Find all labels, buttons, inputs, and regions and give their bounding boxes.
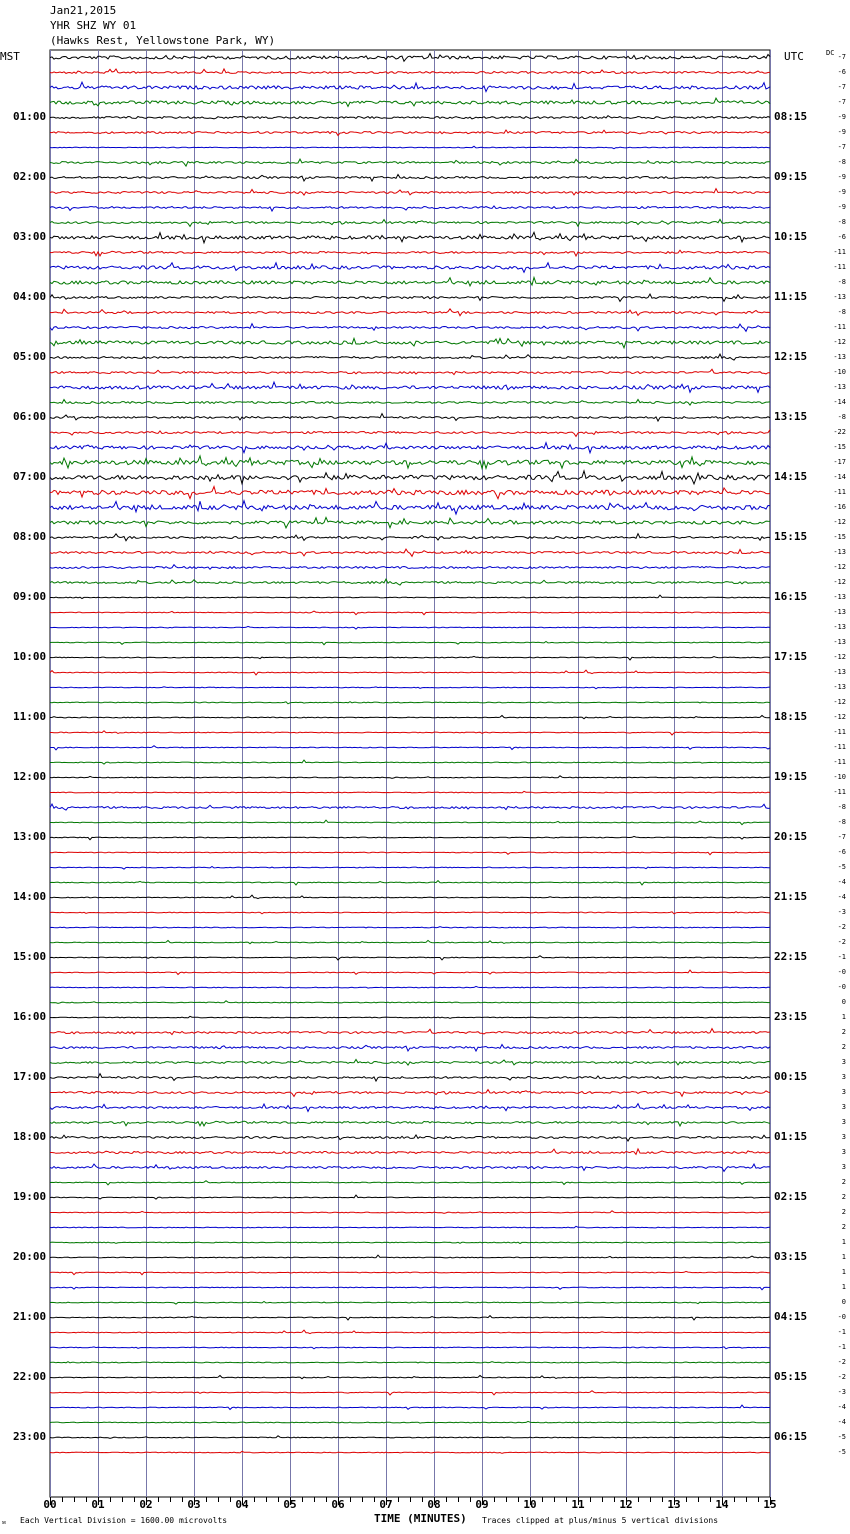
mst-hour-label: 01:00 <box>13 109 47 123</box>
mst-hour-label: 11:00 <box>13 709 47 723</box>
utc-hour-label: 15:15 <box>774 529 808 543</box>
seismic-trace <box>50 1451 770 1453</box>
utc-hour-label: 10:15 <box>774 229 808 243</box>
dc-offset-value: -13 <box>833 292 846 301</box>
mst-hour-label: 07:00 <box>13 469 47 483</box>
dc-offset-value: -8 <box>837 817 846 826</box>
dc-offset-value: -9 <box>837 127 846 136</box>
seismic-trace <box>50 776 770 779</box>
utc-hour-label: 00:15 <box>774 1069 808 1083</box>
dc-offset-value: 3 <box>841 1132 846 1141</box>
seismic-trace <box>50 670 770 675</box>
dc-offset-value: -1 <box>837 1327 846 1336</box>
dc-offset-value: -16 <box>833 502 846 511</box>
utc-hour-label: 06:15 <box>774 1429 808 1443</box>
dc-offset-value: -10 <box>833 367 846 376</box>
mst-hour-label: 04:00 <box>13 289 47 303</box>
utc-hour-label: 11:15 <box>774 289 808 303</box>
utc-hour-label: 17:15 <box>774 649 808 663</box>
mst-hour-label: 17:00 <box>13 1069 47 1083</box>
dc-offset-value: -12 <box>833 652 846 661</box>
dc-offset-value: -11 <box>833 727 846 736</box>
dc-offset-value: 1 <box>841 1267 846 1276</box>
mst-hour-label: 13:00 <box>13 829 47 843</box>
seismic-trace <box>50 1271 770 1274</box>
utc-hour-label: 16:15 <box>774 589 808 603</box>
mst-hour-label: 23:00 <box>13 1429 47 1443</box>
dc-offset-value: -13 <box>833 607 846 616</box>
seismic-trace <box>50 731 770 735</box>
dc-offset-value: -4 <box>837 1402 846 1411</box>
seismic-trace <box>50 715 770 718</box>
seismic-trace <box>50 189 770 196</box>
seismic-trace <box>50 1242 770 1243</box>
x-tick-label: 08 <box>427 1498 441 1511</box>
seismic-trace <box>50 626 770 629</box>
dc-offset-value: 1 <box>841 1282 846 1291</box>
dc-offset-value: -10 <box>833 772 846 781</box>
dc-offset-value: -6 <box>837 67 846 76</box>
seismic-trace <box>50 534 770 541</box>
dc-offset-value: -4 <box>837 892 846 901</box>
mst-hour-label: 08:00 <box>13 529 47 543</box>
dc-offset-value: -5 <box>837 862 846 871</box>
seismic-trace <box>50 175 770 182</box>
dc-offset-value: -6 <box>837 232 846 241</box>
dc-offset-value: -11 <box>833 262 846 271</box>
seismic-trace <box>50 1090 770 1097</box>
dc-offset-value: -3 <box>837 907 846 916</box>
seismic-trace <box>50 382 770 392</box>
dc-offset-value: -2 <box>837 937 846 946</box>
mst-hour-label: 18:00 <box>13 1129 47 1143</box>
seismic-trace <box>50 611 770 615</box>
seismic-trace <box>50 82 770 91</box>
seismic-trace <box>50 852 770 855</box>
x-tick-label: 07 <box>379 1498 393 1511</box>
seismic-trace <box>50 1060 770 1066</box>
seismic-trace <box>50 146 770 148</box>
dc-offset-value: -13 <box>833 667 846 676</box>
seismic-trace <box>50 760 770 764</box>
seismic-trace <box>50 687 770 689</box>
seismic-trace <box>50 702 770 704</box>
corner-mark: ᴍ <box>2 1519 6 1526</box>
seismic-trace <box>50 1330 770 1334</box>
seismic-trace <box>50 232 770 243</box>
seismic-trace <box>50 549 770 556</box>
dc-offset-value: -7 <box>837 97 846 106</box>
seismic-trace <box>50 354 770 360</box>
seismic-trace <box>50 69 770 74</box>
dc-offset-value: -13 <box>833 682 846 691</box>
seismic-trace <box>50 836 770 839</box>
mst-hour-label: 19:00 <box>13 1189 47 1203</box>
seismic-trace <box>50 1421 770 1423</box>
utc-hour-label: 21:15 <box>774 889 808 903</box>
dc-offset-value: -1 <box>837 1342 846 1351</box>
seismic-trace <box>50 895 770 899</box>
seismic-trace <box>50 501 770 514</box>
seismic-trace <box>50 400 770 406</box>
utc-hour-label: 14:15 <box>774 469 808 483</box>
dc-offset-value: -9 <box>837 172 846 181</box>
dc-offset-value: -7 <box>837 142 846 151</box>
seismic-trace <box>50 250 770 256</box>
x-tick-label: 13 <box>667 1498 681 1511</box>
station-code: YHR SHZ WY 01 <box>50 19 137 32</box>
mst-hour-label: 21:00 <box>13 1309 47 1323</box>
dc-offset-value: -8 <box>837 277 846 286</box>
x-tick-label: 11 <box>571 1498 585 1511</box>
dc-offset-value: 3 <box>841 1147 846 1156</box>
dc-offset-value: -8 <box>837 157 846 166</box>
dc-offset-value: 0 <box>841 1297 846 1306</box>
dc-offset-value: -8 <box>837 217 846 226</box>
dc-offset-value: -2 <box>837 1357 846 1366</box>
mst-zone-label: MST <box>0 50 20 63</box>
mst-hour-label: 02:00 <box>13 169 47 183</box>
seismic-trace <box>50 986 770 988</box>
seismic-trace <box>50 867 770 870</box>
dc-offset-value: -12 <box>833 337 846 346</box>
dc-offset-value: -5 <box>837 1447 846 1456</box>
seismic-trace <box>50 791 770 793</box>
dc-offset-value: 2 <box>841 1177 846 1186</box>
utc-hour-label: 13:15 <box>774 409 808 423</box>
seismic-trace <box>50 487 770 499</box>
dc-offset-value: -9 <box>837 187 846 196</box>
utc-hour-label: 18:15 <box>774 709 808 723</box>
seismic-trace <box>50 912 770 914</box>
utc-hour-label: 22:15 <box>774 949 808 963</box>
dc-offset-value: -3 <box>837 1387 846 1396</box>
mst-hour-label: 06:00 <box>13 409 47 423</box>
mst-hour-label: 12:00 <box>13 769 47 783</box>
seismic-trace <box>50 1195 770 1199</box>
mst-hour-label: 10:00 <box>13 649 47 663</box>
station-location: (Hawks Rest, Yellowstone Park, WY) <box>50 34 276 47</box>
dc-offset-value: -4 <box>837 877 846 886</box>
x-axis-title: TIME (MINUTES) <box>374 1512 467 1525</box>
seismic-trace <box>50 940 770 943</box>
x-tick-label: 00 <box>43 1498 57 1511</box>
dc-offset-value: 2 <box>841 1222 846 1231</box>
dc-offset-value: 1 <box>841 1252 846 1261</box>
seismic-trace <box>50 324 770 332</box>
seismic-trace <box>50 206 770 211</box>
seismic-trace <box>50 294 770 301</box>
utc-hour-label: 20:15 <box>774 829 808 843</box>
seismic-trace <box>50 579 770 585</box>
dc-offset-value: -2 <box>837 922 846 931</box>
dc-offset-value: -13 <box>833 547 846 556</box>
dc-offset-value: 2 <box>841 1027 846 1036</box>
mst-hour-label: 03:00 <box>13 229 47 243</box>
utc-hour-label: 04:15 <box>774 1309 808 1323</box>
seismic-trace <box>50 1375 770 1378</box>
dc-offset-value: -15 <box>833 442 846 451</box>
seismic-trace <box>50 1045 770 1052</box>
seismic-trace <box>50 1181 770 1185</box>
seismic-trace <box>50 1029 770 1035</box>
dc-offset-value: -9 <box>837 112 846 121</box>
utc-hour-label: 12:15 <box>774 349 808 363</box>
dc-offset-value: 0 <box>841 997 846 1006</box>
dc-offset-value: 3 <box>841 1162 846 1171</box>
dc-offset-value: -8 <box>837 412 846 421</box>
seismic-trace <box>50 1001 770 1004</box>
dc-offset-value: -11 <box>833 487 846 496</box>
seismic-trace <box>50 517 770 528</box>
dc-offset-value: -11 <box>833 322 846 331</box>
seismic-trace <box>50 471 770 484</box>
dc-offset-value: -12 <box>833 712 846 721</box>
seismic-trace <box>50 219 770 226</box>
dc-offset-value: 3 <box>841 1102 846 1111</box>
seismic-trace <box>50 804 770 810</box>
x-tick-label: 05 <box>283 1498 297 1511</box>
x-tick-label: 03 <box>187 1498 201 1511</box>
seismic-trace <box>50 159 770 166</box>
seismic-trace <box>50 656 770 660</box>
seismic-trace <box>50 263 770 273</box>
dc-offset-value: -12 <box>833 577 846 586</box>
dc-offset-value: -9 <box>837 202 846 211</box>
dc-offset-value: -13 <box>833 382 846 391</box>
dc-offset-value: 2 <box>841 1192 846 1201</box>
dc-offset-value: -4 <box>837 1417 846 1426</box>
seismic-trace <box>50 881 770 885</box>
seismic-trace <box>50 1135 770 1141</box>
seismic-trace <box>50 1436 770 1439</box>
seismic-trace <box>50 116 770 119</box>
dc-offset-value: -11 <box>833 247 846 256</box>
mst-hour-label: 14:00 <box>13 889 47 903</box>
utc-hour-label: 03:15 <box>774 1249 808 1263</box>
utc-hour-label: 09:15 <box>774 169 808 183</box>
dc-offset-value: -14 <box>833 397 846 406</box>
seismic-trace <box>50 927 770 928</box>
x-tick-label: 06 <box>331 1498 345 1511</box>
plot-date: Jan21,2015 <box>50 4 117 17</box>
dc-offset-value: 1 <box>841 1237 846 1246</box>
dc-offset-value: -7 <box>837 82 846 91</box>
seismic-trace <box>50 369 770 374</box>
x-tick-label: 15 <box>763 1498 777 1511</box>
seismic-trace <box>50 746 770 750</box>
seismic-trace <box>50 1347 770 1349</box>
x-tick-label: 14 <box>715 1498 729 1511</box>
utc-hour-label: 02:15 <box>774 1189 808 1203</box>
seismic-trace <box>50 338 770 347</box>
seismic-trace <box>50 278 770 286</box>
x-tick-label: 02 <box>139 1498 153 1511</box>
mst-hour-label: 22:00 <box>13 1369 47 1383</box>
utc-hour-label: 08:15 <box>774 109 808 123</box>
seismic-trace <box>50 642 770 645</box>
utc-hour-label: 19:15 <box>774 769 808 783</box>
dc-offset-value: -22 <box>833 427 846 436</box>
seismic-trace <box>50 1287 770 1290</box>
utc-hour-label: 01:15 <box>774 1129 808 1143</box>
seismic-trace <box>50 820 770 825</box>
dc-offset-value: -6 <box>837 847 846 856</box>
seismic-trace <box>50 98 770 106</box>
dc-offset-value: -7 <box>837 832 846 841</box>
dc-offset-value: -8 <box>837 802 846 811</box>
dc-offset-value: -11 <box>833 757 846 766</box>
x-tick-label: 04 <box>235 1498 249 1511</box>
seismic-trace <box>50 456 770 469</box>
seismic-trace <box>50 565 770 570</box>
mst-hour-label: 09:00 <box>13 589 47 603</box>
seismic-trace <box>50 1104 770 1112</box>
seismic-trace <box>50 1164 770 1171</box>
dc-offset-value: -0 <box>837 1312 846 1321</box>
seismic-trace <box>50 1016 770 1018</box>
seismic-trace <box>50 309 770 316</box>
dc-offset-value: -11 <box>833 787 846 796</box>
seismic-trace <box>50 1362 770 1363</box>
seismic-trace <box>50 1211 770 1214</box>
seismic-trace <box>50 443 770 453</box>
seismic-trace <box>50 54 770 62</box>
dc-offset-value: -7 <box>837 52 846 61</box>
dc-offset-value: 3 <box>841 1087 846 1096</box>
seismic-trace <box>50 430 770 437</box>
utc-hour-label: 23:15 <box>774 1009 808 1023</box>
dc-offset-value: -12 <box>833 517 846 526</box>
seismic-trace <box>50 1255 770 1258</box>
dc-offset-value: -11 <box>833 742 846 751</box>
dc-offset-value: -13 <box>833 352 846 361</box>
seismic-trace <box>50 1226 770 1228</box>
seismic-trace <box>50 414 770 421</box>
dc-offset-value: -2 <box>837 1372 846 1381</box>
dc-offset-value: -12 <box>833 562 846 571</box>
utc-zone-label: UTC <box>784 50 804 63</box>
dc-offset-value: -5 <box>837 1432 846 1441</box>
seismic-trace <box>50 1405 770 1409</box>
mst-hour-label: 05:00 <box>13 349 47 363</box>
dc-offset-value: -0 <box>837 982 846 991</box>
dc-offset-value: -12 <box>833 697 846 706</box>
seismic-trace <box>50 1316 770 1320</box>
x-tick-label: 09 <box>475 1498 489 1511</box>
dc-offset-value: -15 <box>833 532 846 541</box>
seismic-trace <box>50 595 770 598</box>
dc-offset-value: 3 <box>841 1117 846 1126</box>
x-tick-label: 01 <box>91 1498 105 1511</box>
utc-hour-label: 05:15 <box>774 1369 808 1383</box>
dc-offset-value: -1 <box>837 952 846 961</box>
clip-note: Traces clipped at plus/minus 5 vertical divisions <box>482 1516 719 1525</box>
mst-hour-label: 16:00 <box>13 1009 47 1023</box>
dc-offset-value: 3 <box>841 1057 846 1066</box>
seismic-trace <box>50 1302 770 1305</box>
dc-column-label: DC <box>826 49 835 57</box>
seismic-trace <box>50 130 770 136</box>
dc-offset-value: -17 <box>833 457 846 466</box>
scale-note: Each Vertical Division = 1600.00 microvolts <box>20 1516 228 1525</box>
dc-offset-value: -14 <box>833 472 846 481</box>
seismic-trace <box>50 970 770 974</box>
dc-offset-value: -13 <box>833 592 846 601</box>
seismic-trace <box>50 956 770 960</box>
dc-offset-value: -8 <box>837 307 846 316</box>
dc-offset-value: 1 <box>841 1012 846 1021</box>
dc-offset-value: 3 <box>841 1072 846 1081</box>
seismic-trace <box>50 1391 770 1395</box>
mst-hour-label: 20:00 <box>13 1249 47 1263</box>
dc-offset-value: -0 <box>837 967 846 976</box>
mst-hour-label: 15:00 <box>13 949 47 963</box>
dc-offset-value: 2 <box>841 1207 846 1216</box>
x-tick-label: 12 <box>619 1498 633 1511</box>
x-tick-label: 10 <box>523 1498 537 1511</box>
seismic-trace <box>50 1149 770 1155</box>
dc-offset-value: 2 <box>841 1042 846 1051</box>
seismic-trace <box>50 1074 770 1081</box>
dc-offset-value: -13 <box>833 622 846 631</box>
seismic-trace <box>50 1121 770 1126</box>
dc-offset-value: -13 <box>833 637 846 646</box>
